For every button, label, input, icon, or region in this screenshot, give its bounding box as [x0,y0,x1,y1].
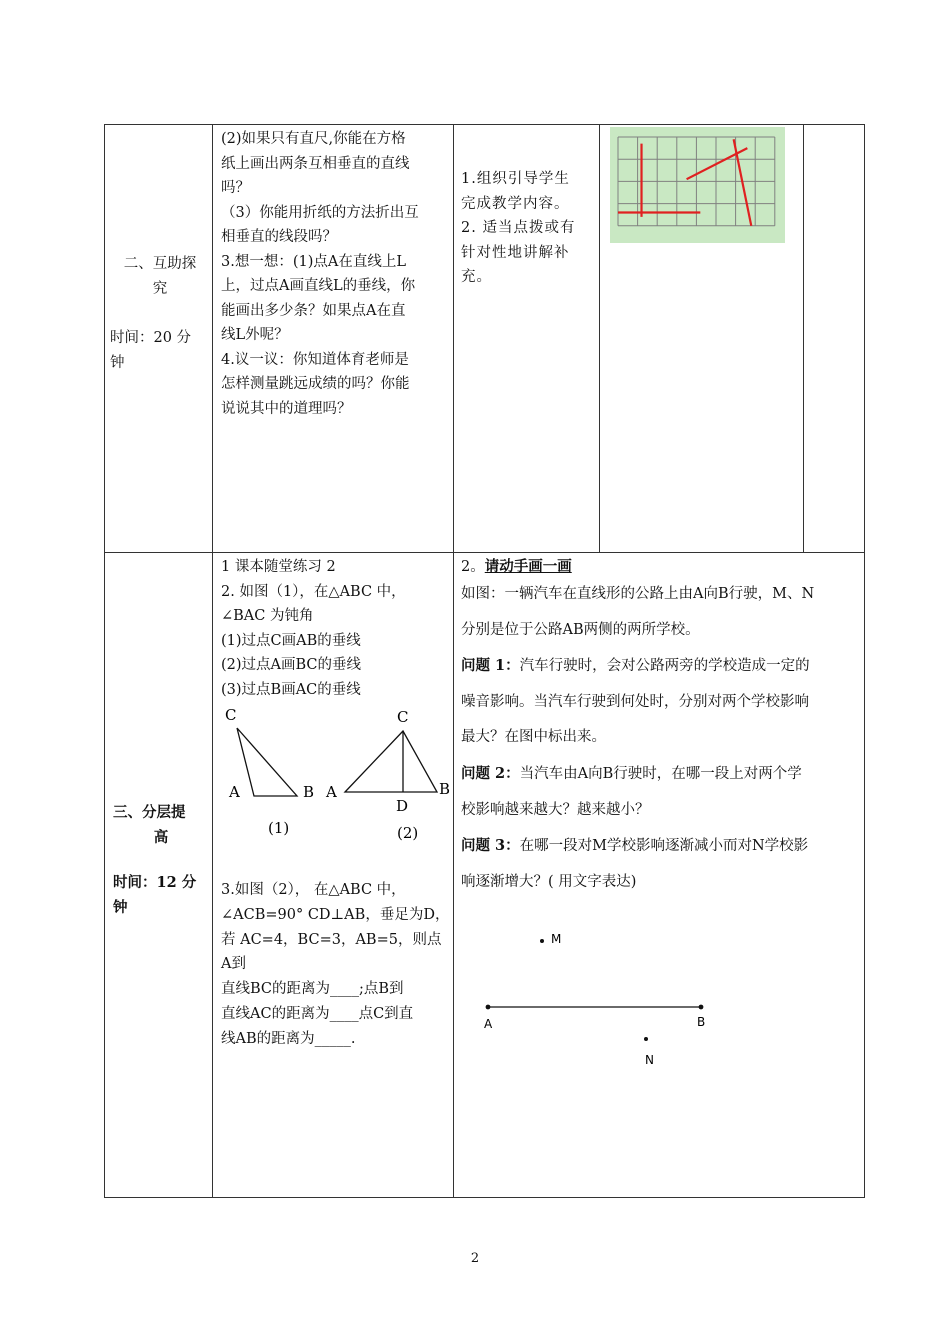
section-title-line2: 高 [153,828,169,846]
exercise-line: (3)过点B画AC的垂线 [221,681,361,698]
teacher-line: 1.组织引导学生 [461,171,570,187]
content-line: 说说其中的道理吗？ [221,400,352,417]
teacher-line: 完成教学内容。 [461,195,570,212]
teacher-line: 针对性地讲解补 [461,244,570,261]
row1-teacher-activity [461,167,597,290]
fig1-label-c: C [225,706,237,724]
grid-figure [610,127,785,247]
triangle-fig2 [325,708,450,842]
row2-question3 [221,878,451,1052]
activity-heading-number: 2。 [461,559,485,575]
fig1-label-b: B [303,783,315,801]
content-line: 线L外呢？ [221,327,289,343]
triangle-figures [216,704,456,844]
teacher-line: 2. 适当点拨或有 [461,220,576,236]
section-time-line2: 钟 [110,354,125,371]
point-n [644,1037,648,1041]
activity-question3 [461,828,861,900]
activity-intro [461,577,861,648]
section-time-line1: 时间：12 分 [113,874,197,891]
content-line: 纸上画出两条互相垂直的直线 [221,155,410,172]
question-line [461,756,861,793]
question-line: 若 AC=4，BC=3，AB=5，则点A到 [221,931,442,973]
label-b: B [697,1015,706,1029]
road-figure [470,925,750,1075]
question-text: 最大？在图中标出来。 [461,729,606,746]
teacher-line: 充。 [461,269,492,285]
question-line: 3.如图（2）， 在△ABC 中， [221,882,406,898]
exercise-line: (2)过点A画BC的垂线 [221,657,362,673]
content-line: 能画出多少条？如果点A在直 [221,302,406,319]
content-line: 4.议一议：你知道体育老师是 [221,351,409,368]
activity-question2 [461,756,861,828]
section-time-line2: 钟 [113,898,128,916]
grid-paper-image [610,127,785,243]
activity-question1 [461,648,861,756]
exercise-line: ∠BAC 为钝角 [221,608,314,624]
section-label-row2 [113,801,209,920]
content-line: 吗？ [221,180,250,196]
point-b [699,1005,704,1010]
label-n: N [645,1053,654,1067]
question-line [461,685,861,721]
exercise-line: 1 课本随堂练习 2 [221,559,336,575]
section-title-line1: 三、分层提 [113,804,186,821]
point-m [540,939,544,943]
question-line [461,648,861,685]
question-line [461,865,861,901]
content-line: 相垂直的线段吗？ [221,229,337,245]
point-a [486,1005,491,1010]
row2-exercise-list [221,555,451,702]
question-line: 直线AC的距离为____点C到直 [221,1005,414,1022]
row2-activity [461,555,861,900]
activity-heading: 请动手画一画 [484,558,572,575]
activity-heading-line [461,555,861,579]
question-label: 问题 1： [461,657,520,675]
col-divider [803,125,804,552]
intro-line: 如图：一辆汽车在直线形的公路上由A向B行驶，M、N [461,586,815,602]
col-divider [212,125,213,1197]
fig2-label-a: A [326,783,337,801]
fig1-label-a: A [229,783,240,801]
question-text: 校影响越来越大？越来越小？ [461,801,650,818]
content-line: 3.想一想：(1)点A在直线上L [221,253,406,270]
section-time-line1: 时间：20 分 [110,330,192,346]
content-line: 怎样测量跳远成绩的吗？你能 [221,376,410,392]
fig1-caption: (1) [268,819,290,837]
question-label: 问题 2： [461,764,520,782]
question-text: 汽车行驶时，会对公路两旁的学校造成一定的 [519,658,810,675]
fig2-label-d: D [396,797,409,815]
question-label: 问题 3： [461,837,520,855]
question-text: 当汽车由A向B行驶时，在哪一段上对两个学 [519,765,802,782]
row1-content [221,127,451,421]
question-line [461,828,861,865]
section-label-row1 [110,252,210,375]
question-text: 噪音影响。当汽车行驶到何处时，分别对两个学校影响 [461,693,809,710]
question-line: 直线BC的距离为____;点B到 [221,981,404,998]
exercise-line: (1)过点C画AB的垂线 [221,632,361,649]
row-divider [105,552,864,553]
fig2-caption: (2) [397,824,419,842]
label-m: M [551,932,562,946]
fig2-label-c: C [397,708,409,726]
question-text: 在哪一段对M学校影响逐渐减小而对N学校影 [519,838,809,855]
question-line: ∠ACB=90° CD⊥AB，垂足为D， [221,906,450,923]
section-title-line1: 二、互助探 [123,256,197,272]
fig2-label-b: B [439,780,451,798]
col-divider [453,125,454,1197]
triangle-fig1 [225,706,314,837]
intro-line: 分别是位于公路AB两侧的两所学校。 [461,621,700,638]
content-line: 上，过点A画直线L的垂线，你 [221,278,416,294]
question-text: 响逐渐增大？( 用文字表达) [461,873,637,890]
question-line: 线AB的距离为_____. [221,1030,356,1047]
section-title-line2: 究 [152,280,168,297]
col-divider [599,125,600,552]
label-a: A [484,1017,493,1031]
content-line: （3）你能用折纸的方法折出互 [221,204,419,221]
question-line [461,720,861,756]
page-number: 2 [470,1251,480,1266]
exercise-line: 2. 如图（1），在△ABC 中， [221,583,406,600]
content-line: (2)如果只有直尺,你能在方格 [221,131,406,147]
question-line [461,793,861,829]
